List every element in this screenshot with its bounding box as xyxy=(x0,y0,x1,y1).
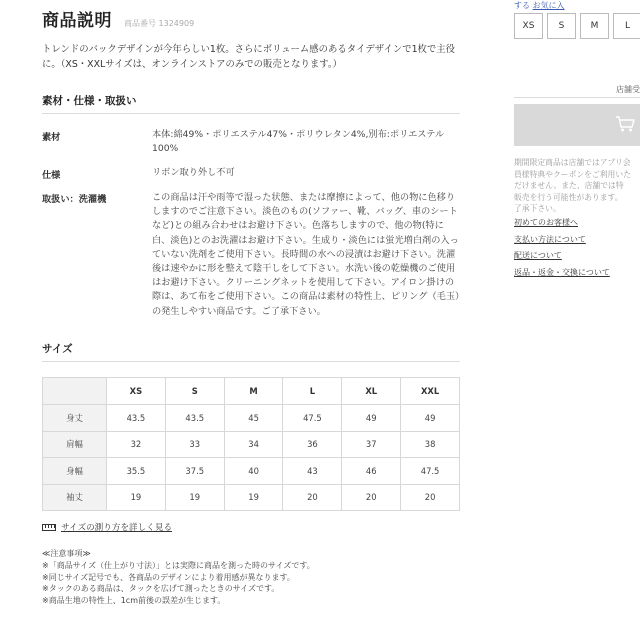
table-cell: 49 xyxy=(401,405,460,432)
store-pickup-label: 店舗受 xyxy=(616,85,640,94)
ruler-icon xyxy=(42,524,56,531)
row-header: 肩幅 xyxy=(43,431,107,458)
note-line: ※タックのある商品は、タックを広げて測ったときのサイズです。 xyxy=(42,584,280,594)
size-table-corner xyxy=(43,378,107,405)
row-header: 身丈 xyxy=(43,405,107,432)
favorite-link[interactable]: お気に入 xyxy=(532,1,565,10)
size-option-xs[interactable]: XS xyxy=(514,13,543,39)
table-cell: 43.5 xyxy=(165,405,224,432)
spec-label-material: 素材 xyxy=(42,132,61,143)
sidebar-top xyxy=(514,0,565,11)
divider xyxy=(42,113,460,114)
size-option-l[interactable]: L xyxy=(613,13,640,39)
row-header: 身幅 xyxy=(43,458,107,485)
table-cell: 38 xyxy=(401,431,460,458)
size-howto xyxy=(42,521,172,533)
notice-line: 期間限定商品は店舗ではアプリ会 xyxy=(514,158,631,167)
notes xyxy=(42,548,315,607)
table-cell: 47.5 xyxy=(283,405,342,432)
limited-item-notice xyxy=(514,157,640,215)
note-line: ※同じサイズ記号でも、各商品のデザインにより着用感が異なります。 xyxy=(42,572,295,582)
table-cell: 46 xyxy=(342,458,401,485)
table-cell: 20 xyxy=(342,484,401,511)
size-selector xyxy=(514,13,640,39)
page-title: 商品説明 xyxy=(42,11,112,31)
help-links xyxy=(514,215,610,281)
size-table-header-row xyxy=(43,378,460,405)
table-cell: 43 xyxy=(283,458,342,485)
note-line: ※「商品サイズ（仕上がり寸法）」とは実際に商品を測った時のサイズです。 xyxy=(42,560,315,570)
table-row xyxy=(43,484,460,511)
table-cell: 34 xyxy=(224,431,283,458)
table-cell: 43.5 xyxy=(107,405,166,432)
add-to-cart-button[interactable] xyxy=(514,104,640,146)
size-howto-link[interactable]: サイズの測り方を詳しく見る xyxy=(61,523,173,533)
spec-label-care: 取扱い：洗濯機 xyxy=(42,194,107,205)
size-col-header: M xyxy=(224,378,283,405)
divider xyxy=(514,97,640,98)
payment-link[interactable]: 支払い方法について xyxy=(514,234,586,244)
table-cell: 19 xyxy=(224,484,283,511)
notice-line: だけません。また、店舗では特 xyxy=(514,181,624,190)
spec-value-care: この商品は汗や雨等で湿った状態、または摩擦によって、他の物に色移りしますのでご注意下さい。淡色のもの(ソファー、靴、バッグ、車のシートなど)との組み合わせはお避け下さい。色落ちしますので、他の物(特に白、淡色)とのお洗濯はお避け下さい。生成り・淡色には蛍光増白剤の入っていない洗剤をご使用下さい。長時間の水への浸漬はお避け下さい。洗濯後は速やかに形を整えて陰干しをして下さい。水洗い後の乾燥機のご使用はお避け下さい。クリーニングネットを使用して下さい。アイロン掛けの際は、あて布をご使用下さい。この商品は素材の特性上、ピリング（毛玉）の発生しやすい商品です。ご了承下さい。 xyxy=(152,192,460,317)
notice-line: 員様特典やクーポンをご利用いた xyxy=(514,169,631,179)
title-row xyxy=(42,6,194,31)
table-row xyxy=(43,458,460,485)
table-cell: 35.5 xyxy=(107,458,166,485)
table-cell: 20 xyxy=(283,484,342,511)
first-time-link[interactable]: 初めてのお客様へ xyxy=(514,218,578,227)
table-cell: 40 xyxy=(224,458,283,485)
divider xyxy=(42,361,460,362)
notice-line: 販売を行う可能性があります。 xyxy=(514,192,623,202)
table-row xyxy=(43,431,460,458)
table-cell: 47.5 xyxy=(401,458,460,485)
size-table xyxy=(42,377,460,511)
table-cell: 19 xyxy=(107,484,166,511)
table-cell: 32 xyxy=(107,431,166,458)
table-row xyxy=(43,405,460,432)
size-col-header: XS xyxy=(107,378,166,405)
spec-value-spec: リボン取り外し不可 xyxy=(152,167,235,178)
table-cell: 45 xyxy=(224,405,283,432)
returns-link[interactable]: 返品・返金・交換について xyxy=(514,267,610,277)
size-col-header: S xyxy=(165,378,224,405)
table-cell: 37.5 xyxy=(165,458,224,485)
shipping-link[interactable]: 配送について xyxy=(514,251,562,261)
table-cell: 33 xyxy=(165,431,224,458)
table-cell: 20 xyxy=(401,484,460,511)
intro-text: トレンドのバックデザインが今年らしい1枚。さらにボリューム感のあるタイデザインで1枚で主役に。（XS・XXLサイズは、オンラインストアのみでの販売となります。） xyxy=(42,44,456,70)
note-line: ※商品生地の特性上、1cm前後の誤差が生じます。 xyxy=(42,596,226,606)
spec-label-spec: 仕様 xyxy=(42,170,61,181)
notice-line: 了承下さい。 xyxy=(514,204,561,213)
table-cell: 37 xyxy=(342,431,401,458)
spec-heading: 素材・仕様・取扱い xyxy=(42,95,137,107)
size-option-m[interactable]: M xyxy=(580,13,609,39)
purchase-sidebar xyxy=(514,0,640,640)
sidebar-top-text: する xyxy=(514,1,533,10)
table-cell: 19 xyxy=(165,484,224,511)
size-option-s[interactable]: S xyxy=(547,13,576,39)
cart-icon xyxy=(615,115,635,133)
size-heading: サイズ xyxy=(42,343,73,355)
product-code: 商品番号 1324909 xyxy=(124,19,195,28)
notes-heading: ≪注意事項≫ xyxy=(42,549,91,558)
table-cell: 49 xyxy=(342,405,401,432)
table-cell: 36 xyxy=(283,431,342,458)
row-header: 袖丈 xyxy=(43,484,107,511)
size-col-header: XXL xyxy=(401,378,460,405)
size-col-header: L xyxy=(283,378,342,405)
size-col-header: XL xyxy=(342,378,401,405)
spec-value-material: 本体:綿49%・ポリエステル47%・ポリウレタン4%,別布:ポリエステル100% xyxy=(152,129,445,155)
